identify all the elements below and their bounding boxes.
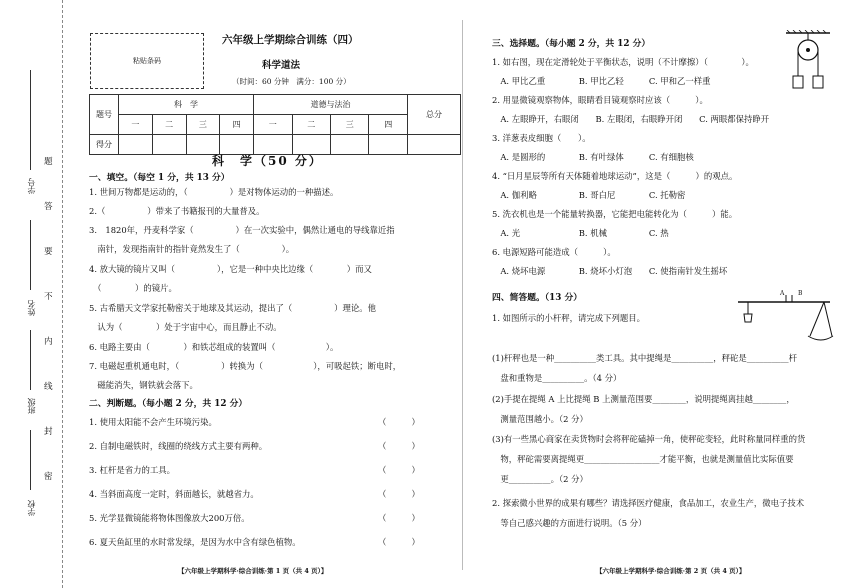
answer-line: (2)手提在提绳 A 上比提绳 B 上测量范围要________，说明提绳离挂越________，	[492, 394, 795, 404]
choice-line: A. 烧坏电源 B. 烧坏小灯泡 C. 使指南针发生摇坏	[492, 266, 728, 276]
answer-line: 测量范围越小。（2 分）	[492, 414, 588, 424]
judge-item: 6. 夏天鱼缸里的水时常发绿，是因为水中含有绿色植物。	[89, 537, 301, 547]
steelyard-label-b: B	[798, 290, 803, 297]
exam-info: （时间：60 分钟 满分：100 分）	[232, 77, 351, 86]
choice-line: A. 甲比乙重 B. 甲比乙轻 C. 甲和乙一样重	[492, 76, 711, 86]
score-subcol: 二	[292, 115, 330, 135]
steelyard-figure	[734, 290, 834, 346]
fill-line: 3. 1820年，丹麦科学家（ ）在一次实验中，偶然让通电的导线靠近指	[89, 225, 395, 235]
school-label: 学校	[27, 500, 36, 516]
pulley-figure	[784, 30, 832, 92]
science-heading: 科 学（50 分）	[212, 154, 323, 168]
score-cell[interactable]	[331, 135, 369, 155]
section2-heading: 二、判断题。（每小题 2 分，共 12 分）	[89, 399, 248, 409]
choice-line: A. 伽利略 B. 哥白尼 C. 托勒密	[492, 190, 686, 200]
choice-line: 6. 电源短路可能造成（ ）。	[492, 247, 616, 257]
score-cell[interactable]	[152, 135, 186, 155]
score-subcol: 三	[331, 115, 369, 135]
page-divider	[462, 20, 463, 570]
choice-line: 5. 洗衣机也是一个能量转换器，它能把电能转化为（ ）能。	[492, 209, 738, 219]
fill-line: 4. 放大镜的镜片又叫（ ），它是一种中央比边缘（ ）而又	[89, 264, 372, 274]
cut-char: 不	[44, 292, 53, 302]
fill-line: 5. 古希腊天文学家托勒密关于地球及其运动，提出了（ ）理论。他	[89, 303, 377, 313]
score-total-header: 总分	[408, 95, 461, 135]
judge-answer[interactable]: （ ）	[378, 513, 420, 523]
answer-line: 物，秤砣需要离提绳更__________________才能平衡，也就是测量值比实际值要	[492, 454, 794, 464]
footer-left: 【六年级上学期科学·综合训练·第 1 页（共 4 页）】	[178, 567, 328, 575]
class-label: 班级	[27, 398, 36, 414]
choice-line: A. 是圆形的 B. 有叶绿体 C. 有细胞核	[492, 152, 694, 162]
score-morality-header: 道德与法治	[254, 95, 408, 115]
choice-line: 3. 洋葱表皮细胞（ ）。	[492, 133, 591, 143]
score-row-label: 得分	[90, 135, 119, 155]
score-subcol: 四	[369, 115, 408, 135]
binding-strip	[0, 0, 63, 588]
cut-char: 要	[44, 247, 53, 257]
fill-line: 7. 电磁起重机通电时，（ ）转换为（ ），可吸起铁；断电时，	[89, 361, 402, 371]
section1-heading: 一、填空。（每空 1 分，共 13 分）	[89, 173, 230, 183]
page-title: 六年级上学期综合训练（四）	[222, 34, 359, 46]
score-subcol: 一	[119, 115, 153, 135]
name-field-line	[30, 220, 31, 290]
answer-line: 等自己感兴趣的方面进行说明。（5 分）	[492, 518, 647, 528]
section3-heading: 三、选择题。（每小题 2 分，共 12 分）	[492, 39, 651, 49]
score-subcol: 三	[186, 115, 220, 135]
judge-item: 1. 使用太阳能不会产生环境污染。	[89, 417, 217, 427]
name-label: 姓名	[27, 300, 36, 316]
answer-line: 2. 探索微小世界的成果有哪些？请选择医疗健康，食品加工，农业生产，微电子技术	[492, 498, 805, 508]
answer-line: (3)有一些黑心商家在卖货物时会将秤砣磕掉一角，使秤砣变轻，此时称量同样重的货	[492, 434, 806, 444]
score-subcol: 二	[152, 115, 186, 135]
fill-line: 6. 电路主要由（ ）和铁芯组成的装置叫（ ）。	[89, 342, 339, 352]
fill-line: 1. 世间万物都是运动的，（ ）是对物体运动的一种描述。	[89, 187, 339, 197]
judge-answer[interactable]: （ ）	[378, 489, 420, 499]
fill-line: 认为（ ）处于宇宙中心，而且静止不动。	[89, 322, 282, 332]
section4-heading: 四、简答题。（13 分）	[492, 293, 583, 303]
answer-line: 盘和重物是__________。（4 分）	[492, 373, 622, 383]
steelyard-label-a: A	[780, 290, 785, 297]
judge-answer[interactable]: （ ）	[378, 441, 420, 451]
score-subcol: 四	[220, 115, 254, 135]
class-field-line	[30, 330, 31, 390]
cut-char: 密	[44, 472, 53, 482]
cut-char: 内	[44, 337, 53, 347]
score-cell[interactable]	[119, 135, 153, 155]
footer-right: 【六年级上学期科学·综合训练·第 2 页（共 4 页）】	[596, 567, 746, 575]
cut-char: 封	[44, 427, 53, 437]
choice-line: A. 光 B. 机械 C. 热	[492, 228, 669, 238]
cut-char: 题	[44, 157, 53, 167]
answer-line: 更__________。（2 分）	[492, 474, 588, 484]
school-field-line	[30, 430, 31, 490]
judge-answer[interactable]: （ ）	[378, 417, 420, 427]
judge-answer[interactable]: （ ）	[378, 537, 420, 547]
cut-char: 线	[44, 382, 53, 392]
fill-line: （ ）的镜片。	[89, 283, 177, 293]
answer-line: 1. 如图所示的小杆秤，请完成下列题目。	[492, 313, 646, 323]
score-table	[89, 94, 461, 155]
fill-line: 2.（ ）带来了书籍报刊的大量普及。	[89, 206, 265, 216]
judge-item: 2. 自制电磁铁时，线圈的绕线方式主要有两种。	[89, 441, 268, 451]
page-subtitle: 科学道法	[262, 60, 301, 71]
barcode-label: 粘贴条码	[133, 57, 161, 65]
choice-line: 2. 用显微镜观察物体，眼睛看目镜观察时应该（ ）。	[492, 95, 708, 105]
fill-line: 南针，发现指南针的指针竟然发生了（ ）。	[89, 244, 295, 254]
judge-item: 4. 当斜面高度一定时，斜面越长，就越省力。	[89, 489, 259, 499]
id-field-line	[30, 70, 31, 170]
choice-line: A. 左眼睁开，右眼闭 B. 左眼闭，右眼睁开闭 C. 两眼都保持睁开	[492, 114, 770, 124]
score-cell[interactable]	[369, 135, 408, 155]
fill-line: 磁能消失，钢铁就会落下。	[89, 380, 198, 390]
judge-item: 5. 光学显微镜能将物体图像放大200万倍。	[89, 513, 250, 523]
choice-line: 4. “日月星辰等所有天体随着地球运动”，这是（ ）的观点。	[492, 171, 738, 181]
id-label: 学号	[27, 178, 36, 194]
score-science-header: 科 学	[119, 95, 254, 115]
barcode-box	[90, 33, 204, 89]
choice-line: 1. 如右图，现在定滑轮处于平衡状态，说明（不计摩擦）（ ）。	[492, 57, 754, 67]
judge-item: 3. 杠杆是省力的工具。	[89, 465, 176, 475]
answer-line: (1)杆秤也是一种__________类工具。其中提绳是__________，秤砣是__________杆	[492, 353, 797, 363]
cut-char: 答	[44, 202, 53, 212]
score-cell[interactable]	[408, 135, 461, 155]
score-subcol: 一	[254, 115, 292, 135]
score-row-label: 题号	[90, 95, 119, 135]
judge-answer[interactable]: （ ）	[378, 465, 420, 475]
